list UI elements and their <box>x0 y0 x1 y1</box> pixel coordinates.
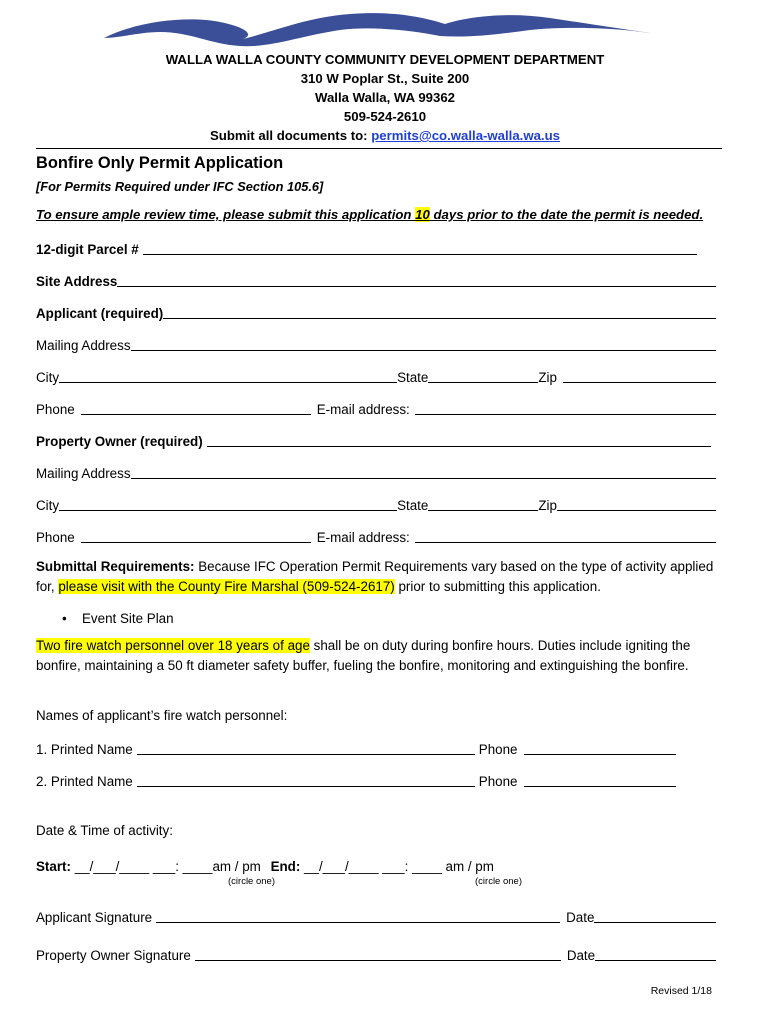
department-name: WALLA WALLA COUNTY COMMUNITY DEVELOPMENT DEPARTMENT <box>165 52 605 67</box>
applicant-city-field[interactable] <box>59 369 397 383</box>
activity-label: Date & Time of activity: <box>36 823 173 838</box>
city-label: City <box>36 370 60 385</box>
site-address-label: Site Address <box>36 274 118 289</box>
owner-city-row <box>36 495 716 513</box>
submit-prefix: Submit all documents to: <box>210 128 368 143</box>
owner-date-field[interactable] <box>595 947 716 961</box>
applicant-phone-row <box>36 399 716 417</box>
phone-label: Phone <box>36 530 75 545</box>
personnel-1-phone-label: Phone <box>478 742 518 757</box>
personnel-2-row <box>36 771 676 789</box>
mailing-address-label: Mailing Address <box>36 466 131 481</box>
parcel-label: 12-digit Parcel # <box>36 242 139 257</box>
owner-label: Property Owner (required) <box>36 434 203 449</box>
submittal-requirements: Submittal Requirements: Because IFC Operation Permit Requirements vary based on the type of activity applied for, please visit with the County Fire Marshal (509-524-2617) prior to submitting this application. <box>36 559 714 594</box>
department-header <box>0 50 770 145</box>
owner-signature-label: Property Owner Signature <box>36 948 191 963</box>
city-label: City <box>36 498 60 513</box>
applicant-email-field[interactable] <box>415 401 716 415</box>
parcel-field[interactable] <box>143 241 697 255</box>
department-address: 310 W Poplar St., Suite 200 <box>300 71 470 86</box>
owner-phone-field[interactable] <box>81 529 311 543</box>
personnel-2-phone-label: Phone <box>478 774 518 789</box>
applicant-signature-row <box>36 907 716 925</box>
site-address-field[interactable] <box>117 273 716 287</box>
start-circle-hint: (circle one) <box>228 876 275 887</box>
applicant-signature-label: Applicant Signature <box>36 910 153 925</box>
site-address-row <box>36 271 716 289</box>
owner-field[interactable] <box>207 433 711 447</box>
bullet-icon: • <box>62 611 67 626</box>
applicant-date-field[interactable] <box>594 909 716 923</box>
owner-signature-field[interactable] <box>195 947 561 961</box>
applicant-state-field[interactable] <box>428 369 538 383</box>
email-label: E-mail address: <box>316 402 410 417</box>
activity-times-row <box>36 857 726 877</box>
applicant-row <box>36 303 716 321</box>
department-city: Walla Walla, WA 99362 <box>315 90 455 105</box>
personnel-1-phone-field[interactable] <box>524 741 677 755</box>
owner-row <box>36 431 716 449</box>
start-datetime-field[interactable]: __/___/____ ___: ____am / pm <box>74 859 261 874</box>
applicant-city-row <box>36 367 716 385</box>
applicant-phone-field[interactable] <box>81 401 311 415</box>
form-title: Bonfire Only Permit Application <box>36 154 284 172</box>
owner-mailing-field[interactable] <box>131 465 716 479</box>
owner-mailing-row <box>36 463 716 481</box>
applicant-zip-field[interactable] <box>563 369 716 383</box>
applicant-label: Applicant (required) <box>36 306 164 321</box>
zip-label: Zip <box>538 370 557 385</box>
state-label: State <box>397 498 429 513</box>
owner-email-field[interactable] <box>415 529 716 543</box>
permits-email-link[interactable]: permits@co.walla-walla.wa.us <box>371 128 560 143</box>
state-label: State <box>397 370 429 385</box>
department-phone: 509-524-2610 <box>343 109 427 124</box>
mailing-address-label: Mailing Address <box>36 338 131 353</box>
printed-name-2-field[interactable] <box>137 773 475 787</box>
printed-name-1-label: 1. Printed Name <box>36 742 133 757</box>
event-site-plan: Event Site Plan <box>82 611 174 626</box>
email-label: E-mail address: <box>316 530 410 545</box>
phone-label: Phone <box>36 402 75 417</box>
submit-line <box>0 126 770 145</box>
applicant-mailing-row <box>36 335 716 353</box>
form-subtitle: [For Permits Required under IFC Section 105.6] <box>36 179 324 194</box>
end-label: End: <box>270 859 301 874</box>
owner-zip-field[interactable] <box>557 497 716 511</box>
fire-watch-paragraph: Two fire watch personnel over 18 years of age shall be on duty during bonfire hours. Duties include igniting the bonfire, maintaining a 50 ft diameter safety buffer, fueling the bonfire, monitoring and extinguishing the bonfire. <box>36 638 691 673</box>
personnel-2-phone-field[interactable] <box>524 773 677 787</box>
zip-label: Zip <box>538 498 557 513</box>
applicant-date-label: Date <box>566 910 595 925</box>
end-datetime-field[interactable]: __/___/____ ___: ____ am / pm <box>304 859 494 874</box>
requirements-label: Submittal Requirements: <box>36 559 195 574</box>
county-logo-wave <box>100 8 660 50</box>
printed-name-2-label: 2. Printed Name <box>36 774 133 789</box>
owner-signature-row <box>36 945 716 963</box>
owner-phone-row <box>36 527 716 545</box>
personnel-1-row <box>36 739 676 757</box>
header-divider <box>36 148 722 149</box>
fire-marshal-highlight: please visit with the County Fire Marshal (509-524-2617) <box>58 578 395 594</box>
owner-city-field[interactable] <box>59 497 397 511</box>
fire-watch-names-label: Names of applicant’s fire watch personnel: <box>36 708 288 723</box>
revision-note: Revised 1/18 <box>650 985 712 997</box>
requirement-list-item <box>62 611 174 626</box>
fire-watch-highlight: Two fire watch personnel over 18 years of age <box>36 638 310 653</box>
owner-date-label: Date <box>566 948 596 963</box>
applicant-mailing-field[interactable] <box>131 337 716 351</box>
owner-state-field[interactable] <box>428 497 538 511</box>
submission-notice: To ensure ample review time, please submit this application 10 days prior to the date the permit is needed. <box>36 207 704 222</box>
end-circle-hint: (circle one) <box>475 876 522 887</box>
applicant-field[interactable] <box>163 305 716 319</box>
start-label: Start: <box>36 859 71 874</box>
printed-name-1-field[interactable] <box>137 741 475 755</box>
applicant-signature-field[interactable] <box>156 909 560 923</box>
days-highlight: 10 <box>415 207 430 222</box>
parcel-row <box>36 239 716 257</box>
